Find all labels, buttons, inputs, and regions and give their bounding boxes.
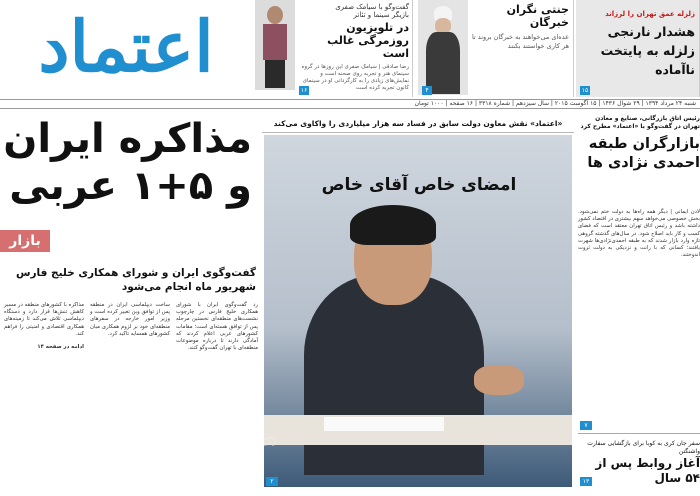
teaser-body: رضا صادقی | سیامک صفری این روزها در گروه سینمای هنر و تجربه روی صحنه است و نمایش‌های زیادی را به کارگردانی او در سینمای کانون تجربه کرده است <box>301 64 409 91</box>
teaser-super-2: بازیگر سینما و تئاتر <box>353 11 409 19</box>
bottom-teaser-super: سفر جان کری به کوبا برای بازگشایی سفارت واشنگتن <box>587 440 700 455</box>
main-subhead: گفت‌وگوی ایران و شورای همکاری خلیج فارس شهریور ماه انجام می‌شود <box>16 267 256 293</box>
continue-link[interactable]: ادامه در صفحه ۱۴ <box>37 344 84 351</box>
right-article-super: رئیس اتاق بازرگانی، صنایع و معادن تهران در گفت‌وگو با «اعتماد» مطرح کرد <box>580 115 700 130</box>
right-article-headline[interactable]: بازارگران طبقه احمدی نژادی ها <box>587 136 700 171</box>
article-column-3 <box>4 302 84 492</box>
right-column[interactable] <box>578 115 700 491</box>
right-bottom-teaser[interactable] <box>578 433 700 491</box>
article-column-3-text: مذاکره با کشورهای منطقه در مسیر کاهش تنش‌ها قرار دارد و دستگاه دیپلماسی تلاش می‌کند تا زمینه‌های همکاری اقتصادی و امنیتی را فراهم کند. <box>4 302 84 337</box>
photo-caption: عکس: آرشیو <box>262 435 276 447</box>
teaser-earthquake[interactable] <box>576 0 700 97</box>
person-shirt-shape <box>263 24 287 60</box>
paper-shape <box>324 417 444 431</box>
feature-kicker: «اعتماد» نقش معاون دولت سابق در فساد سه هزار میلیاردی را واکاوی می‌کند <box>262 115 574 133</box>
person-head-shape <box>267 6 283 24</box>
main-headline-line-1[interactable]: مذاکره ایران <box>3 116 252 162</box>
feature-story[interactable] <box>262 115 574 491</box>
teaser-jannati[interactable] <box>414 0 574 97</box>
right-article-body: لادن ایمانی | دیگر همه راه‌ها به دولت ختم نمی‌شود. بخش خصوصی می‌خواهد سهم بیشتری در اقتصاد کشور داشته باشد و رئیس اتاق تهران معتقد است که فضای کسب و کار باید اصلاح شود. در سال‌های گذشته گروهی تازه وارد بازار شدند که به طبقه احمدی‌نژادی‌ها شهرت یافتند؛ کسانی که با رانت و نزدیکی به دولت ثروت اندوختند. <box>578 209 700 259</box>
masthead <box>0 0 252 96</box>
right-article-head <box>578 115 700 173</box>
brand-watermark: بازار <box>0 230 50 252</box>
page-ref-badge: ۷ <box>580 421 592 430</box>
bottom-teaser-headline[interactable]: آغاز روابط پس از ۵۴ سال <box>595 456 700 485</box>
teaser-headline[interactable]: هشدار نارنجی زلزله به پایتخت ناآماده <box>600 24 695 77</box>
teaser-interview[interactable] <box>255 0 413 97</box>
feature-photo[interactable] <box>264 135 572 487</box>
teaser-headline[interactable]: در تلویزیون روزمرگی غالب است <box>327 21 409 60</box>
person-suit-shape <box>304 275 484 475</box>
page-ref-badge: ۱۳ <box>580 477 592 486</box>
person-pants-shape <box>265 60 285 88</box>
teaser-photo <box>255 0 295 90</box>
page-ref-badge: ۱۶ <box>300 87 308 94</box>
page-ref-badge: ۲ <box>266 477 278 486</box>
teaser-super: جنتی نگران <box>506 3 569 16</box>
newspaper-logo[interactable]: اعتماد <box>38 5 214 88</box>
photo-headline[interactable]: امضای خاص آقای خاص <box>321 175 517 195</box>
hand-shape <box>474 365 524 395</box>
main-headline-line-2[interactable]: و ۵+۱ عربی <box>9 163 252 209</box>
article-column-1: رد گفت‌وگوی ایران با شورای همکاری خلیج فارس در چارچوب نشست‌های منطقه‌ای نخستین مرحله پس از توافق هسته‌ای است؛ مقامات کشورهای عربی اعلام کردند که آمادگی دارند تا درباره موضوعات منطقه‌ای با تهران گفت‌وگو کنند. <box>176 302 258 352</box>
teaser-photo <box>418 0 468 95</box>
article-column-2: ساخت دیپلماسی ایران در منطقه پس از توافق وین تغییر کرده است و وزیر امور خارجه در سفرهای منطقه‌ای خود بر لزوم همکاری میان کشورهای همسایه تاکید کرد. <box>90 302 170 337</box>
person-hair-shape <box>350 205 436 245</box>
page-ref-badge: ۱۵ <box>581 87 589 94</box>
main-article[interactable] <box>0 116 258 210</box>
teaser-super: گفت‌وگو با سیامک صفری <box>335 3 409 11</box>
dateline: شنبه ۲۴ مرداد ۱۳۹۴ | ۲۹ شوال ۱۴۳۶ | ۱۵ آگوست ۲۰۱۵ | سال سیزدهم | شماره ۳۳۱۸ | ۱۶ صفحه | ۱۰۰۰ تومان <box>0 99 700 109</box>
teaser-super: زلزله عمق تهران را لرزاند <box>605 10 695 18</box>
robe-shape <box>426 32 460 94</box>
teaser-headline[interactable]: خبرگان <box>529 16 569 29</box>
teaser-body: عده‌ای می‌خواهند به خبرگان بروند تا هر کاری خواستند بکنند <box>471 33 569 50</box>
page-ref-badge: ۴ <box>422 86 432 95</box>
